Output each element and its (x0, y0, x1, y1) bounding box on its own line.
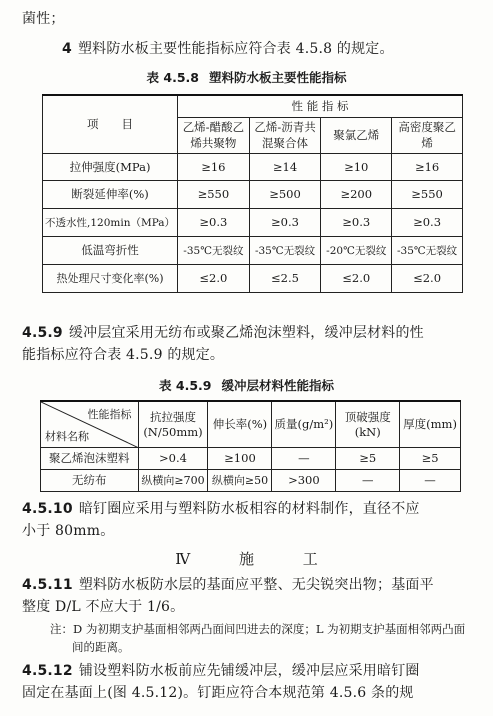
cell: — (336, 469, 400, 491)
table-row (43, 264, 463, 292)
cell: ≥16 (178, 153, 250, 180)
col-header: 质量(g/m²) (272, 401, 336, 447)
cell: ≥5 (400, 447, 461, 469)
header-item: 项 目 (43, 95, 178, 153)
diag-bottom-label: 材料名称 (45, 429, 89, 443)
diag-top-label: 性能指标 (87, 408, 132, 421)
clause-line: 整度 D/L 不应大于 1/6。 (22, 599, 185, 615)
table-row (43, 180, 463, 208)
table-row (41, 447, 461, 469)
paragraph-4-5-10 (22, 498, 482, 542)
cell: ≥500 (249, 180, 321, 208)
cell: ≥200 (321, 180, 392, 208)
paragraph-4-5-8 (62, 38, 482, 60)
cell: ≥0.3 (249, 208, 321, 236)
row-label: 无纺布 (41, 469, 139, 491)
cell: ≤2.5 (249, 264, 321, 292)
table-row (43, 236, 463, 264)
caption-number: 表 4.5.8 (146, 70, 199, 85)
col-header: 高密度聚乙烯 (392, 117, 463, 153)
note-line: 间的距离。 (72, 640, 130, 654)
table-4-5-9 (40, 400, 461, 492)
cell: ≥100 (208, 447, 272, 469)
paragraph-4-5-12 (22, 660, 482, 682)
col-header: 伸长率(%) (208, 401, 272, 447)
col-header: 顶破强度(kN) (336, 401, 400, 447)
paragraph-4-5-11 (22, 574, 482, 618)
cell: — (272, 447, 336, 469)
cell: ≥5 (336, 447, 400, 469)
clause-number: 4.5.11 (22, 577, 73, 593)
table-4-5-8-caption (0, 68, 493, 86)
clause-line: 能指标应符合表 4.5.9 的规定。 (22, 347, 225, 363)
clause-line: 缓冲层宜采用无纺布或聚乙烯泡沫塑料，缓冲层材料的性 (68, 325, 424, 341)
cell: ≤2.0 (392, 264, 463, 292)
row-label: 热处理尺寸变化率(%) (43, 264, 178, 292)
cell: ≥0.3 (392, 208, 463, 236)
clause-number: 4.5.9 (22, 325, 63, 341)
clause-line: 塑料防水板防水层的基面应平整、无尖锐突出物；基面平 (78, 577, 434, 593)
row-label: 低温弯折性 (43, 236, 178, 264)
cell: 纵横向≥50 (208, 469, 272, 491)
clause-line: 小于 80mm。 (22, 523, 115, 539)
cell: -35℃无裂纹 (178, 236, 250, 264)
cell: ≥0.3 (178, 208, 250, 236)
row-label: 拉伸强度(MPa) (43, 153, 178, 180)
row-label: 聚乙烯泡沫塑料 (41, 447, 139, 469)
cell: >0.4 (138, 447, 208, 469)
clause-text: 塑料防水板主要性能指标应符合表 4.5.8 的规定。 (77, 41, 394, 57)
table-row (43, 153, 463, 180)
cell: >300 (272, 469, 336, 491)
clause-line: 固定在基面上(图 4.5.12)。钉距应符合本规范第 4.5.6 条的规 (22, 685, 414, 701)
cell: ≥550 (392, 180, 463, 208)
caption-number: 表 4.5.9 (159, 378, 212, 393)
row-label: 不透水性,120min（MPa） (43, 208, 178, 236)
cell: -35℃无裂纹 (249, 236, 321, 264)
cell: ≥14 (249, 153, 321, 180)
clause-number: 4 (62, 41, 72, 57)
clause-number: 4.5.12 (22, 663, 73, 679)
cell: -20℃无裂纹 (321, 236, 392, 264)
col-header: 乙烯-醋酸乙烯共聚物 (178, 117, 250, 153)
table-4-5-9-caption (0, 376, 493, 394)
col-header: 抗拉强度(N/50mm) (138, 401, 208, 447)
col-header: 厚度(mm) (400, 401, 461, 447)
cell: -35℃无裂纹 (392, 236, 463, 264)
table-4-5-8 (42, 94, 463, 293)
col-header: 聚氯乙烯 (321, 117, 392, 153)
paragraph-4-5-9 (22, 322, 482, 366)
table-row (41, 469, 461, 491)
clause-line: 铺设塑料防水板前应先铺缓冲层，缓冲层应采用暗钉圈 (78, 663, 420, 679)
row-label: 断裂延伸率(%) (43, 180, 178, 208)
clause-line: 暗钉圈应采用与塑料防水板相容的材料制作，直径不应 (78, 501, 420, 517)
section-heading: Ⅳ 施 工 (175, 550, 340, 568)
cell: ≥10 (321, 153, 392, 180)
col-header: 乙烯-沥青共混聚合体 (249, 117, 321, 153)
caption-title: 缓冲层材料性能指标 (221, 378, 334, 393)
text-line-top: 菌性； (22, 11, 65, 27)
clause-number: 4.5.10 (22, 501, 73, 517)
cell: ≥16 (392, 153, 463, 180)
header-group: 性 能 指 标 (178, 95, 463, 117)
table-row (43, 208, 463, 236)
caption-title: 塑料防水板主要性能指标 (208, 70, 347, 85)
diagonal-header-cell (41, 401, 139, 447)
cell: 纵横向≥700 (138, 469, 208, 491)
cell: ≤2.0 (321, 264, 392, 292)
cell: ≥550 (178, 180, 250, 208)
cell: ≥0.3 (321, 208, 392, 236)
note (50, 620, 485, 656)
cell: — (400, 469, 461, 491)
note-line: 注：D 为初期支护基面相邻两凸面间凹进去的深度；L 为初期支护基面相邻两凸面 (50, 622, 466, 636)
cell: ≤2.0 (178, 264, 250, 292)
